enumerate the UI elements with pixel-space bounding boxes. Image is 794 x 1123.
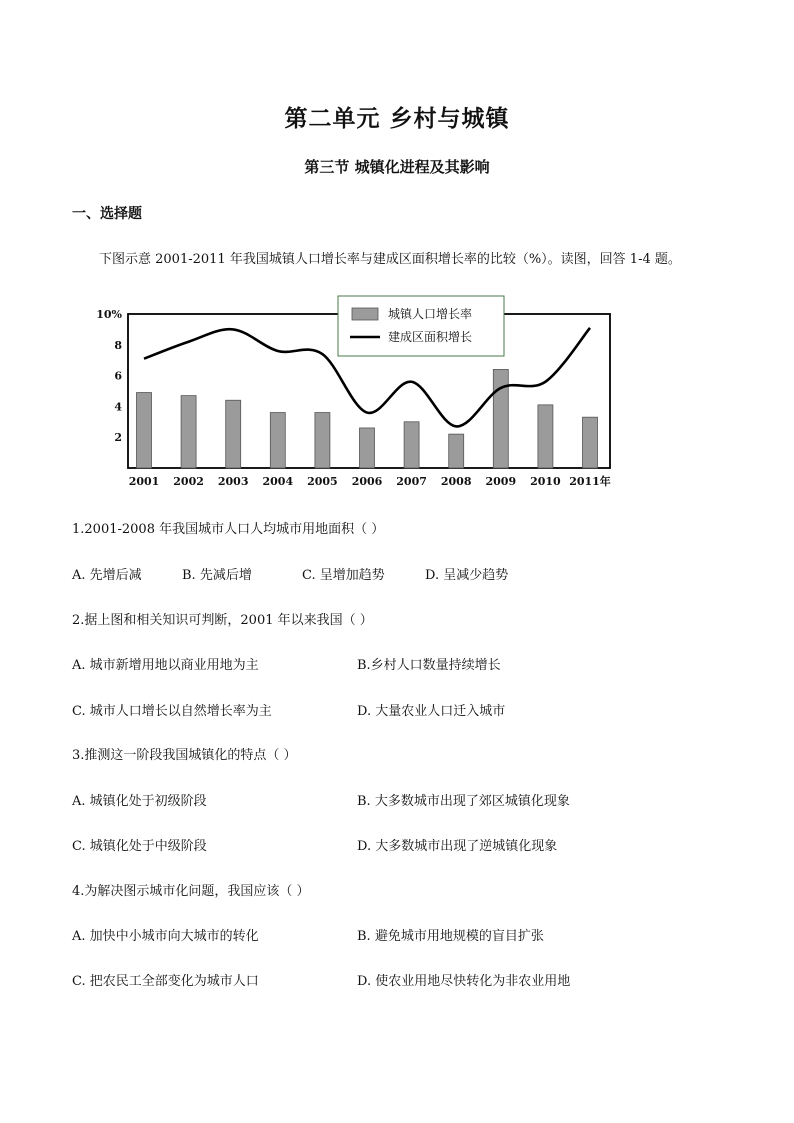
growth-rate-chart: [96, 290, 636, 495]
question-2-option-d[interactable]: D. 大量农业人口迁入城市: [357, 704, 506, 719]
question-1-option-a[interactable]: A. 先增后减: [72, 568, 142, 583]
question-3-option-a[interactable]: A. 城镇化处于初级阶段: [72, 794, 207, 809]
page-title: 第二单元 乡村与城镇: [284, 105, 510, 132]
question-1-option-b[interactable]: B. 先减后增: [182, 568, 252, 583]
x-tick-label: 2011年: [569, 475, 611, 488]
question-1-stem: 1.2001-2008 年我国城市人口人均城市用地面积（ ）: [72, 522, 385, 537]
section-subtitle: 第三节 城镇化进程及其影响: [304, 158, 490, 176]
y-tick-label: 8: [114, 338, 122, 352]
question-2-option-c[interactable]: C. 城市人口增长以自然增长率为主: [72, 704, 272, 719]
question-3-option-c[interactable]: C. 城镇化处于中级阶段: [72, 839, 207, 854]
bar: [360, 428, 375, 468]
question-1-option-c[interactable]: C. 呈增加趋势: [302, 568, 385, 583]
bar: [226, 400, 241, 468]
question-4-option-d[interactable]: D. 使农业用地尽快转化为非农业用地: [357, 974, 571, 989]
question-3-option-d[interactable]: D. 大多数城市出现了逆城镇化现象: [357, 839, 558, 854]
x-tick-label: 2008: [440, 475, 472, 488]
question-1-option-d[interactable]: D. 呈减少趋势: [425, 568, 509, 583]
x-tick-label: 2005: [307, 475, 338, 488]
x-tick-label: 2009: [485, 475, 517, 488]
y-tick-label: 2: [114, 431, 122, 445]
x-tick-label: 2004: [262, 475, 294, 488]
bar: [137, 393, 152, 468]
x-tick-label: 2007: [396, 475, 427, 488]
bar: [449, 434, 464, 468]
legend-bar-swatch: [352, 308, 378, 320]
question-4-option-c[interactable]: C. 把农民工全部变化为城市人口: [72, 974, 259, 989]
x-tick-label: 2010: [530, 475, 561, 488]
section-heading: 一、选择题: [72, 206, 142, 222]
bar: [181, 396, 196, 468]
question-4-stem: 4.为解决图示城市化问题，我国应该（ ）: [72, 884, 310, 899]
legend-line-label: 建成区面积增长: [388, 330, 473, 344]
x-tick-label: 2001: [128, 475, 160, 488]
bar: [270, 413, 285, 468]
bar: [538, 405, 553, 468]
bar: [583, 417, 598, 468]
legend-box: [338, 296, 504, 356]
bar: [493, 369, 508, 468]
question-3-option-b[interactable]: B. 大多数城市出现了郊区城镇化现象: [357, 794, 570, 809]
y-tick-label: 6: [114, 369, 122, 383]
question-4-option-b[interactable]: B. 避免城市用地规模的盲目扩张: [357, 929, 544, 944]
question-2-stem: 2.据上图和相关知识可判断，2001 年以来我国（ ）: [72, 613, 373, 628]
bar: [315, 413, 330, 468]
legend-bar-label: 城镇人口增长率: [388, 307, 473, 321]
question-3-stem: 3.推测这一阶段我国城镇化的特点（ ）: [72, 748, 297, 763]
bar: [404, 422, 419, 468]
x-tick-label: 2002: [173, 475, 204, 488]
x-tick-label: 2003: [217, 475, 249, 488]
x-tick-label: 2006: [351, 475, 383, 488]
intro-text: 下图示意 2001-2011 年我国城镇人口增长率与建成区面积增长率的比较（%）。读图，回答 1-4 题。: [99, 252, 681, 267]
y-tick-label: 10%: [96, 308, 122, 321]
question-2-option-a[interactable]: A. 城市新增用地以商业用地为主: [72, 658, 259, 673]
question-2-option-b[interactable]: B.乡村人口数量持续增长: [357, 658, 501, 673]
y-tick-label: 4: [114, 400, 122, 414]
question-4-option-a[interactable]: A. 加快中小城市向大城市的转化: [72, 929, 259, 944]
